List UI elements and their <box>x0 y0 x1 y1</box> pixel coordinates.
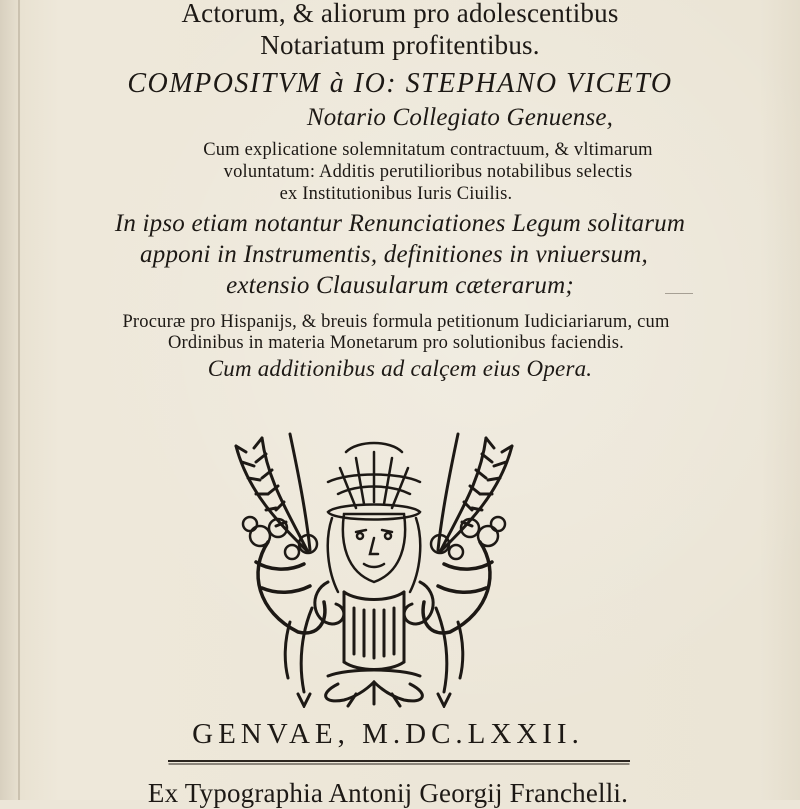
procurae-line-2: Ordinibus in materia Monetarum pro solutionibus faciendis. <box>167 333 625 353</box>
imprint-double-rule <box>168 760 630 762</box>
explanation-line-3: ex Institutionibus Iuris Ciuilis. <box>279 184 513 204</box>
woodcut-printer-device <box>228 432 520 708</box>
italic-line-1: In ipso etiam notantur Renunciationes Legum solitarum <box>114 210 686 237</box>
title-line-1: Actorum, & aliorum pro adolescentibus <box>181 0 619 28</box>
explanation-line-2: voluntatum: Additis perutilioribus notabilibus selectis <box>223 162 633 182</box>
stray-mark <box>665 293 693 294</box>
italic-line-2: apponi in Instrumentis, definitiones in vniuersum, <box>140 241 648 268</box>
italic-line-3: extensio Clausularum cæterarum; <box>226 272 574 299</box>
page-fold <box>18 0 20 800</box>
imprint-place-date: GENVAE, M.DC.LXXII. <box>192 718 584 750</box>
author-title: Notario Collegiato Genuense, <box>306 104 614 131</box>
explanation-line-1: Cum explicatione solemnitatum contractuum, & vltimarum <box>203 140 653 160</box>
printer-line: Ex Typographia Antonij Georgij Franchelli. <box>147 778 629 808</box>
title-line-2: Notariatum profitentibus. <box>260 30 540 60</box>
author-line: COMPOSITVM à IO: STEPHANO VICETO <box>127 68 673 99</box>
additions-line: Cum additionibus ad calçem eius Opera. <box>207 356 593 381</box>
procurae-line-1: Procuræ pro Hispanijs, & breuis formula petitionum Iudiciariarum, cum <box>122 312 670 332</box>
